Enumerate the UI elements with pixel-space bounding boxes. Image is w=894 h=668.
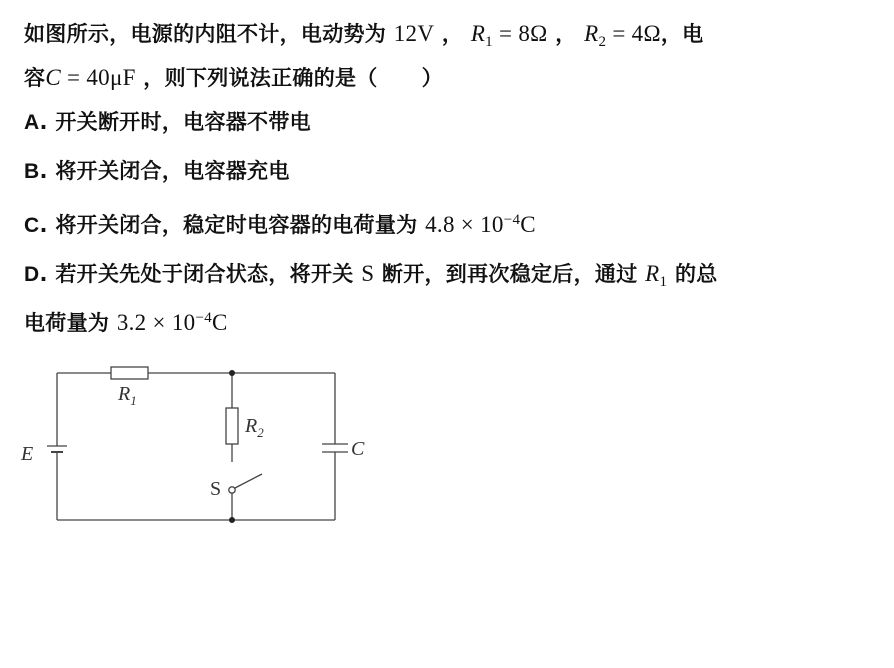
option-d-r-subscript: 1 [659, 274, 668, 291]
r2-value: = 4Ω [606, 21, 661, 46]
separator: ， [441, 22, 464, 46]
option-c-exponent: −4 [503, 212, 521, 229]
label-e: E [21, 443, 34, 465]
stem-text-1: 如图所示，电源的内阻不计，电动势为 [24, 22, 387, 46]
resistor-r1 [111, 367, 148, 379]
label-s: S [210, 478, 222, 500]
option-d-r-symbol: R [645, 261, 660, 287]
option-b-text: . 将开关闭合，电容器充电 [39, 159, 290, 184]
switch-contact [229, 487, 235, 493]
option-d-unit: C [212, 310, 228, 336]
r1-subscript: 1 [485, 34, 493, 51]
label-r1: $R_1$ [118, 383, 137, 408]
resistor-r2 [226, 408, 238, 444]
option-d-base: 3.2 × 10 [116, 310, 196, 336]
r1-symbol: R [470, 21, 486, 46]
emf-value: 12V [393, 21, 435, 46]
stem-text-2: ，电 [660, 22, 704, 46]
label-c: C [351, 438, 365, 460]
junction-top [229, 370, 235, 376]
option-a-text: . 开关断开时，电容器不带电 [39, 110, 311, 135]
r2-subscript: 2 [598, 34, 607, 51]
option-b-letter: B [24, 160, 40, 184]
junction-bottom [229, 517, 235, 523]
separator: ， [555, 22, 577, 46]
option-d-exponent: −4 [195, 310, 213, 327]
r1-value: = 8Ω [492, 21, 548, 46]
option-d-text-2: 断开，到再次稳定后，通过 [381, 262, 638, 287]
c-symbol: C [45, 65, 61, 91]
option-c-text: . 将开关闭合，稳定时电容器的电荷量为 [39, 213, 418, 238]
option-d-text-4: 电荷量为 [24, 311, 110, 336]
option-c-letter: C [24, 214, 40, 238]
stem-text-5: ） [421, 66, 443, 91]
option-c-base: 4.8 × 10 [425, 212, 504, 238]
r2-symbol: R [584, 21, 599, 46]
switch-lever [235, 474, 262, 488]
option-d-text-3: 的总 [674, 262, 718, 287]
option-d-letter: D [24, 263, 40, 287]
option-c-unit: C [520, 212, 536, 238]
stem-text-4: ，则下列说法正确的是（ [143, 66, 378, 91]
label-r2: $R_2$ [245, 415, 264, 440]
c-value: = 40μF [60, 65, 136, 91]
option-d-text-1: . 若开关先处于闭合状态，将开关 [39, 262, 354, 287]
option-d-switch: S [361, 261, 375, 287]
option-a-letter: A [24, 111, 40, 135]
stem-text-3: 容 [24, 66, 46, 91]
